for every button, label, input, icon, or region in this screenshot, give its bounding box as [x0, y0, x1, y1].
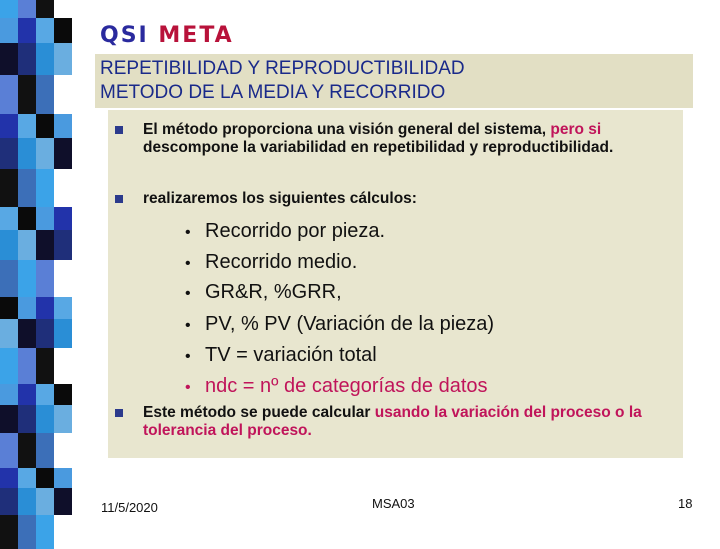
- stripe-block: [0, 515, 18, 549]
- stripe-block: [0, 260, 18, 297]
- bullet-marker: [115, 195, 123, 203]
- stripe-block: [54, 488, 72, 515]
- dot-icon: •: [185, 285, 191, 302]
- stripe-block: [0, 169, 18, 207]
- stripe-block: [0, 468, 18, 488]
- bullet-text-1: [143, 121, 683, 157]
- calc-item: • ndc = nº de categorías de datos: [185, 374, 488, 400]
- stripe-block: [18, 230, 36, 260]
- stripe-block: [54, 468, 72, 488]
- stripe-block: [54, 43, 72, 75]
- stripe-block: [54, 75, 72, 114]
- stripe-block: [54, 138, 72, 169]
- footer-center: MSA03: [372, 496, 415, 511]
- stripe-block: [54, 230, 72, 260]
- stripe-block: [36, 114, 54, 138]
- stripe-block: [54, 18, 72, 43]
- stripe-block: [54, 114, 72, 138]
- stripe-block: [36, 405, 54, 433]
- stripe-block: [18, 0, 36, 18]
- stripe-block: [18, 515, 36, 549]
- stripe-block: [36, 207, 54, 230]
- stripe-block: [36, 169, 54, 207]
- stripe-block: [18, 169, 36, 207]
- company-logo: [100, 24, 234, 48]
- dot-icon: •: [185, 255, 191, 272]
- stripe-block: [36, 18, 54, 43]
- stripe-block: [18, 468, 36, 488]
- stripe-block: [0, 348, 18, 384]
- stripe-block: [54, 348, 72, 384]
- stripe-block: [36, 319, 54, 348]
- stripe-block: [0, 0, 18, 18]
- stripe-block: [18, 75, 36, 114]
- stripe-block: [36, 384, 54, 405]
- calc-item: • Recorrido medio.: [185, 250, 357, 276]
- stripe-block: [18, 18, 36, 43]
- bullet2-text: realizaremos los siguientes cálculos:: [143, 190, 417, 207]
- stripe-block: [36, 43, 54, 75]
- stripe-block: [18, 348, 36, 384]
- stripe-block: [0, 207, 18, 230]
- decorative-stripe: [0, 0, 80, 540]
- stripe-block: [0, 488, 18, 515]
- stripe-block: [18, 43, 36, 75]
- stripe-block: [18, 260, 36, 297]
- stripe-block: [54, 297, 72, 319]
- stripe-block: [36, 468, 54, 488]
- title-line1: REPETIBILIDAD Y REPRODUCTIBILIDAD: [100, 58, 465, 79]
- bullet1-text: El método proporciona una visión general del sistema,: [143, 121, 551, 138]
- stripe-block: [18, 207, 36, 230]
- dot-icon: •: [185, 379, 191, 396]
- bullet3-text: Este método se puede calcular: [143, 404, 375, 421]
- bullet-marker: [115, 409, 123, 417]
- stripe-block: [0, 384, 18, 405]
- stripe-block: [18, 319, 36, 348]
- stripe-block: [36, 260, 54, 297]
- stripe-block: [36, 297, 54, 319]
- bullet-text-3: [143, 404, 683, 440]
- stripe-block: [54, 0, 72, 18]
- bullet3-highlight: usando la variación del proceso o la tolerancia del proceso.: [143, 404, 642, 439]
- page-number: 18: [678, 496, 693, 511]
- stripe-block: [18, 488, 36, 515]
- stripe-block: [54, 169, 72, 207]
- stripe-block: [0, 230, 18, 260]
- bullet1-highlight: pero si: [550, 121, 602, 138]
- stripe-block: [0, 75, 18, 114]
- stripe-block: [36, 488, 54, 515]
- stripe-block: [18, 405, 36, 433]
- stripe-block: [0, 114, 18, 138]
- bullet1-text-continued: descompone la variabilidad en repetibilidad y reproductibilidad.: [143, 139, 614, 156]
- stripe-block: [54, 260, 72, 297]
- stripe-block: [54, 384, 72, 405]
- stripe-block: [18, 297, 36, 319]
- stripe-block: [0, 319, 18, 348]
- stripe-block: [54, 515, 72, 549]
- stripe-block: [36, 433, 54, 468]
- calc-item: • GR&R, %GRR,: [185, 280, 342, 306]
- stripe-block: [36, 0, 54, 18]
- calc-item: • Recorrido por pieza.: [185, 219, 385, 245]
- stripe-block: [18, 138, 36, 169]
- stripe-block: [36, 515, 54, 549]
- stripe-block: [0, 297, 18, 319]
- stripe-block: [0, 18, 18, 43]
- stripe-block: [36, 75, 54, 114]
- stripe-block: [18, 114, 36, 138]
- logo-part2: META: [158, 23, 234, 48]
- stripe-block: [0, 138, 18, 169]
- stripe-block: [36, 138, 54, 169]
- stripe-block: [0, 433, 18, 468]
- stripe-block: [0, 43, 18, 75]
- stripe-block: [36, 230, 54, 260]
- stripe-block: [18, 433, 36, 468]
- stripe-block: [54, 207, 72, 230]
- bullet-marker: [115, 126, 123, 134]
- stripe-block: [36, 348, 54, 384]
- stripe-block: [0, 405, 18, 433]
- bullet-text-2: [143, 190, 683, 208]
- stripe-block: [54, 405, 72, 433]
- stripe-block: [54, 433, 72, 468]
- dot-icon: •: [185, 317, 191, 334]
- slide-title: [100, 57, 690, 105]
- calc-item: • TV = variación total: [185, 343, 377, 369]
- footer-date: 11/5/2020: [101, 500, 158, 515]
- logo-part1: QSI: [100, 23, 149, 48]
- stripe-block: [18, 384, 36, 405]
- calc-item: • PV, % PV (Variación de la pieza): [185, 312, 494, 338]
- dot-icon: •: [185, 348, 191, 365]
- dot-icon: •: [185, 224, 191, 241]
- title-line2: METODO DE LA MEDIA Y RECORRIDO: [100, 82, 446, 103]
- stripe-block: [54, 319, 72, 348]
